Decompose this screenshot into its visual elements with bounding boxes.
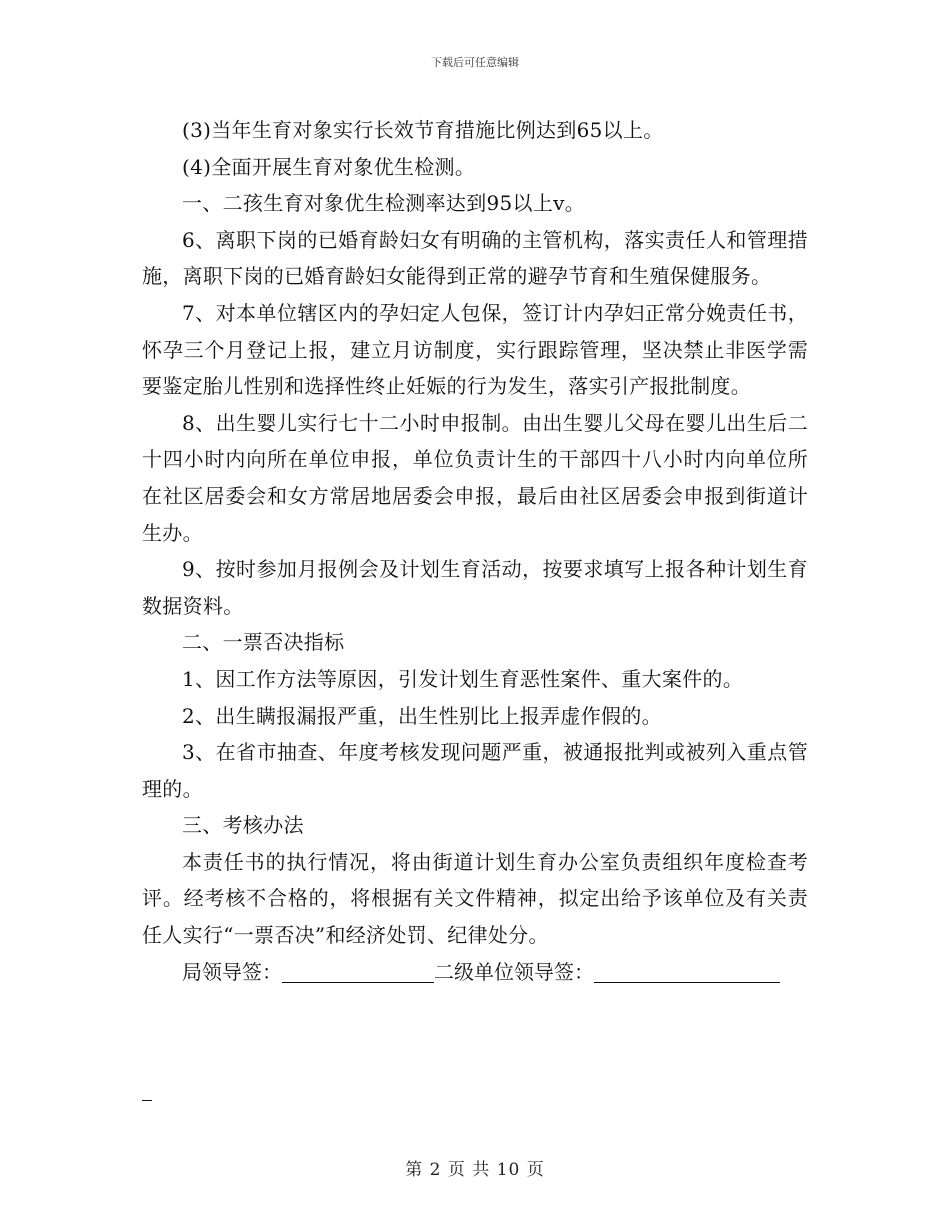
document-body bbox=[142, 112, 808, 990]
paragraph-item-6: 6、离职下岗的已婚育龄妇女有明确的主管机构，落实责任人和管理措施，离职下岗的已婚育龄妇女能得到正常的避孕节育和生殖保健服务。 bbox=[142, 227, 808, 289]
veto-item-2: 2、出生瞒报漏报严重，出生性别比上报弄虚作假的。 bbox=[182, 703, 662, 728]
bureau-signature-blank[interactable] bbox=[282, 962, 434, 983]
unit-signature-blank[interactable] bbox=[594, 962, 780, 983]
veto-item-1: 1、因工作方法等原因，引发计划生育恶性案件、重大案件的。 bbox=[182, 666, 744, 691]
paragraph-item-7: 7、对本单位辖区内的孕妇定人包保，签订计内孕妇正常分娩责任书，怀孕三个月登记上报，建立月访制度，实行跟踪管理，坚决禁止非医学需要鉴定胎儿性别和选择性终止妊娠的行为发生，落实引产报批制度。 bbox=[142, 300, 808, 399]
paragraph-item-9: 9、按时参加月报例会及计划生育活动，按要求填写上报各种计划生育数据资料。 bbox=[142, 557, 808, 618]
paragraph-item-3: (3)当年生育对象实行长效节育措施比例达到65以上。 bbox=[182, 118, 664, 142]
paragraph-item-8: 8、出生婴儿实行七十二小时申报制。由出生婴儿父母在婴儿出生后二十四小时内向所在单位申报，单位负责计生的干部四十八小时内向单位所在社区居委会和女方常居地居委会申报，最后由社区居委会申报到街道计生办。 bbox=[142, 410, 808, 545]
assessment-paragraph: 本责任书的执行情况，将由街道计划生育办公室负责组织年度检查考评。经考核不合格的，将根据有关文件精神，拟定出给予该单位及有关责任人实行“一票否决”和经济处罚、纪律处分。 bbox=[142, 849, 808, 948]
unit-leader-label: 二级单位领导签： bbox=[434, 959, 594, 984]
signature-line bbox=[142, 954, 808, 991]
section-heading-assessment: 三、考核办法 bbox=[182, 813, 304, 838]
paragraph-second-child-checkup: 一、二孩生育对象优生检测率达到95以上v。 bbox=[182, 191, 586, 216]
page-header: 下载后可任意编辑 bbox=[431, 56, 519, 69]
veto-item-3: 3、在省市抽查、年度考核发现问题严重，被通报批判或被列入重点管理的。 bbox=[142, 740, 808, 801]
bureau-leader-label: 局领导签： bbox=[182, 959, 282, 984]
signature-continuation-mark bbox=[142, 1100, 152, 1101]
section-heading-veto: 二、一票否决指标 bbox=[182, 630, 345, 655]
page-number-footer: 第 2 页 共 10 页 bbox=[405, 1160, 545, 1180]
paragraph-item-4: (4)全面开展生育对象优生检测。 bbox=[182, 154, 476, 179]
